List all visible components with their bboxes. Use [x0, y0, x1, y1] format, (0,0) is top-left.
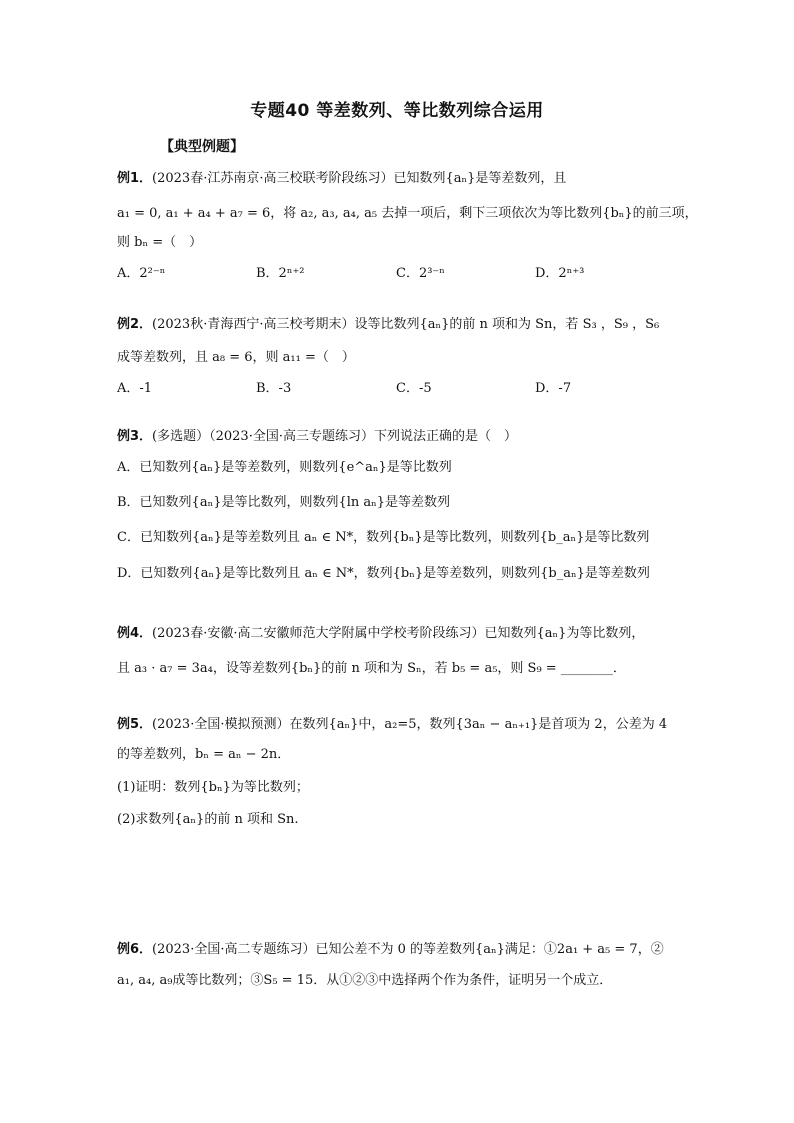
ex3-option-d: D．已知数列{aₙ}是等比数列且 aₙ ∈ N*，数列{bₙ}是等差数列，则数列{b_aₙ}是等差数列: [117, 566, 650, 581]
ex6-line1: [117, 941, 664, 959]
ex5-text1: (2023·全国·模拟预测）在数列{aₙ}中，a₂=5，数列{3aₙ − aₙ₊₁}是首项为 2，公差为 4: [152, 717, 668, 732]
ex2-text1: (2023秋·青海西宁·高三校考期末）设等比数列{aₙ}的前 n 项和为 Sn，若 S₃ ，S₉ ，S₆: [152, 317, 660, 332]
ex2-option-c: C．-5: [396, 381, 432, 396]
ex6-line2: a₁, a₄, a₉成等比数列；③S₅ = 15．从①②③中选择两个作为条件，证明另一个成立．: [117, 973, 613, 988]
section-heading: 【典型例题】: [160, 139, 244, 155]
ex1-option-d: D．2ⁿ⁺³: [535, 266, 585, 281]
ex3-option-b: B．已知数列{aₙ}是等比数列，则数列{ln aₙ}是等差数列: [117, 495, 451, 510]
ex2-option-b: B．-3: [256, 381, 292, 396]
ex3-label: 例3．: [117, 429, 153, 444]
ex1-option-b: B．2ⁿ⁺²: [256, 266, 305, 281]
ex2-label: 例2．: [117, 317, 153, 332]
ex4-text1: (2023春·安徽·高二安徽师范大学附属中学校考阶段练习）已知数列{aₙ}为等比数列，: [152, 626, 645, 641]
ex4-line2: 且 a₃ · a₇ = 3a₄，设等差数列{bₙ}的前 n 项和为 Sₙ，若 b₅ = a₅，则 S₉ = ________．: [117, 661, 626, 676]
ex2-option-d: D．-7: [535, 381, 572, 396]
ex6-label: 例6．: [117, 942, 153, 957]
ex1-label: 例1．: [117, 171, 153, 186]
ex3-option-a: A．已知数列{aₙ}是等差数列，则数列{e^aₙ}是等比数列: [117, 460, 452, 475]
ex3-option-c: C．已知数列{aₙ}是等差数列且 aₙ ∈ N*，数列{bₙ}是等比数列，则数列{b_aₙ}是等比数列: [117, 530, 650, 545]
ex2-option-a: A．-1: [117, 381, 153, 396]
ex1-line2: a₁ = 0, a₁ + a₄ + a₇ = 6，将 a₂, a₃, a₄, a₅ 去掉一项后，剩下三项依次为等比数列{bₙ}的前三项，: [117, 206, 698, 221]
ex1-option-c: C．2³⁻ⁿ: [396, 266, 445, 281]
ex5-part2: (2)求数列{aₙ}的前 n 项和 Sn.: [117, 812, 299, 827]
ex5-line2: 的等差数列，bₙ = aₙ − 2n．: [117, 747, 291, 762]
ex4-label: 例4．: [117, 626, 153, 641]
page-title: 专题40 等差数列、等比数列综合运用: [250, 101, 544, 121]
ex1-option-a: A．2²⁻ⁿ: [117, 266, 166, 281]
ex2-line2: 成等差数列，且 a₈ = 6，则 a₁₁ =（ ）: [117, 350, 355, 365]
ex3-text1: (多选题）（2023·全国·高三专题练习）下列说法正确的是（ ）: [152, 429, 517, 444]
ex6-text1: (2023·全国·高二专题练习）已知公差不为 0 的等差数列{aₙ}满足：①2a₁ + a₅ = 7，②: [152, 942, 664, 957]
ex2-line1: [117, 316, 659, 334]
ex5-line1: [117, 716, 667, 734]
ex1-line3: 则 bₙ =（ ）: [117, 235, 203, 250]
ex4-line1: [117, 625, 644, 643]
ex5-label: 例5．: [117, 717, 153, 732]
ex3-line1: [117, 428, 517, 446]
ex1-text1: (2023春·江苏南京·高三校联考阶段练习）已知数列{aₙ}是等差数列，且: [152, 171, 567, 186]
ex5-part1: (1)证明：数列{bₙ}为等比数列；: [117, 780, 309, 795]
ex1-line1: [117, 170, 566, 188]
